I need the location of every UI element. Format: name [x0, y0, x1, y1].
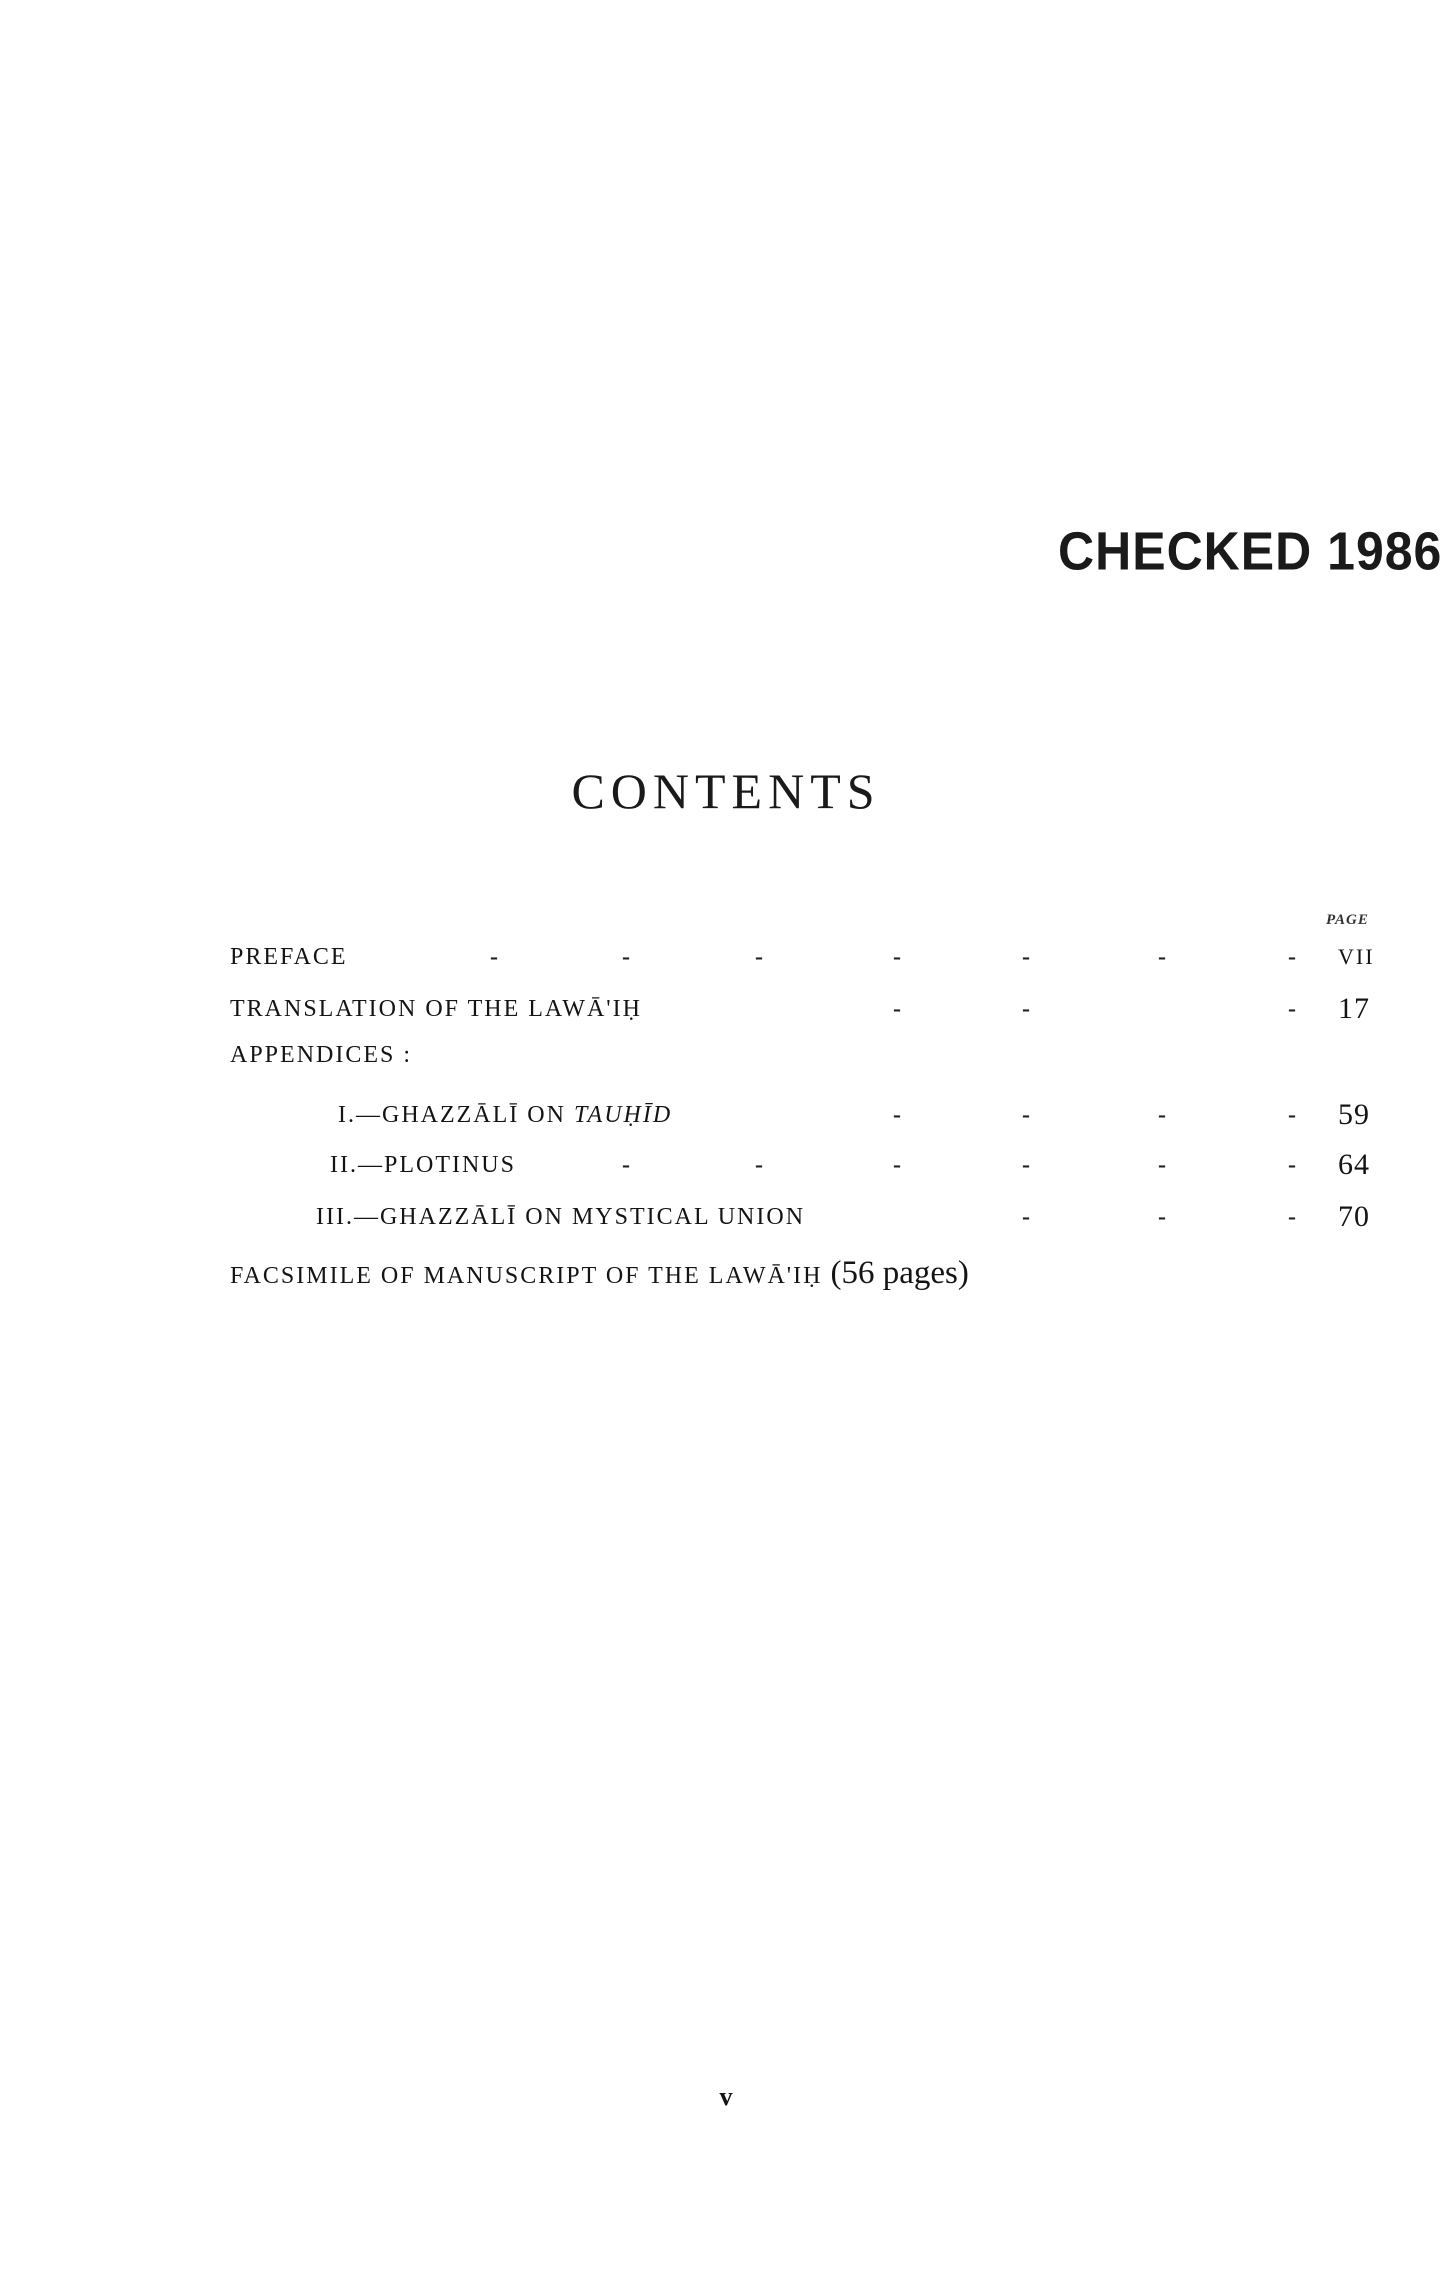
leader-dash: -	[755, 944, 763, 970]
page-folio: v	[719, 2082, 733, 2111]
toc-entry-page: 59	[1338, 1098, 1370, 1131]
leader-dash: -	[1288, 1152, 1296, 1178]
page-title: CONTENTS	[571, 763, 881, 819]
toc-entry-label: PREFACE	[230, 944, 348, 970]
leader-dash: -	[1288, 944, 1296, 970]
leader-dash: -	[1022, 944, 1030, 970]
toc-entry-translation	[0, 984, 1452, 1034]
toc-entry-label: APPENDICES :	[230, 1042, 413, 1068]
leader-dash: -	[893, 1102, 901, 1128]
toc-entry-appendix-3	[0, 1192, 1452, 1242]
leader-dash: -	[1288, 1102, 1296, 1128]
leader-dash: -	[622, 944, 630, 970]
leader-dash: -	[1022, 1152, 1030, 1178]
toc-entry-appendix-2	[0, 1140, 1452, 1190]
toc-entry-page: 70	[1338, 1200, 1370, 1233]
checked-stamp: CHECKED 1986	[1058, 521, 1443, 582]
toc-entry-page: VII	[1338, 944, 1375, 969]
toc-entry-label	[338, 1090, 672, 1140]
leader-dash: -	[1158, 944, 1166, 970]
toc-entry-note: (56 pages)	[830, 1255, 969, 1291]
page-column-heading: PAGE	[1326, 912, 1369, 928]
leader-dash: -	[755, 1152, 763, 1178]
toc-entry-label: III.—GHAZZĀLĪ ON MYSTICAL UNION	[316, 1204, 806, 1230]
leader-dash: -	[1288, 1204, 1296, 1230]
toc-entry-facsimile	[0, 1248, 1452, 1298]
leader-dash: -	[893, 944, 901, 970]
toc-entry-preface	[0, 932, 1452, 982]
leader-dash: -	[1158, 1102, 1166, 1128]
toc-entry-label-text: FACSIMILE OF MANUSCRIPT OF THE LAWĀ'IḤ	[230, 1263, 823, 1289]
toc-entry-page: 17	[1338, 992, 1370, 1025]
toc-entry-page: 64	[1338, 1148, 1370, 1181]
leader-dash: -	[1158, 1204, 1166, 1230]
toc-entry-appendices	[0, 1030, 1452, 1080]
leader-dash: -	[1022, 996, 1030, 1022]
toc-entry-label-italic: TAUḤĪD	[573, 1102, 673, 1128]
toc-entry-appendix-1	[0, 1090, 1452, 1140]
leader-dash: -	[893, 996, 901, 1022]
toc-entry-label-prefix: I.—GHAZZĀLĪ ON	[338, 1102, 566, 1128]
toc-entry-label: TRANSLATION OF THE LAWĀ'IḤ	[230, 996, 642, 1022]
toc-entry-label: II.—PLOTINUS	[330, 1152, 516, 1178]
leader-dash: -	[1158, 1152, 1166, 1178]
leader-dash: -	[1022, 1204, 1030, 1230]
leader-dash: -	[490, 944, 498, 970]
toc-entry-label	[230, 1248, 969, 1301]
leader-dash: -	[1288, 996, 1296, 1022]
leader-dash: -	[1022, 1102, 1030, 1128]
leader-dash: -	[893, 1152, 901, 1178]
leader-dash: -	[622, 1152, 630, 1178]
